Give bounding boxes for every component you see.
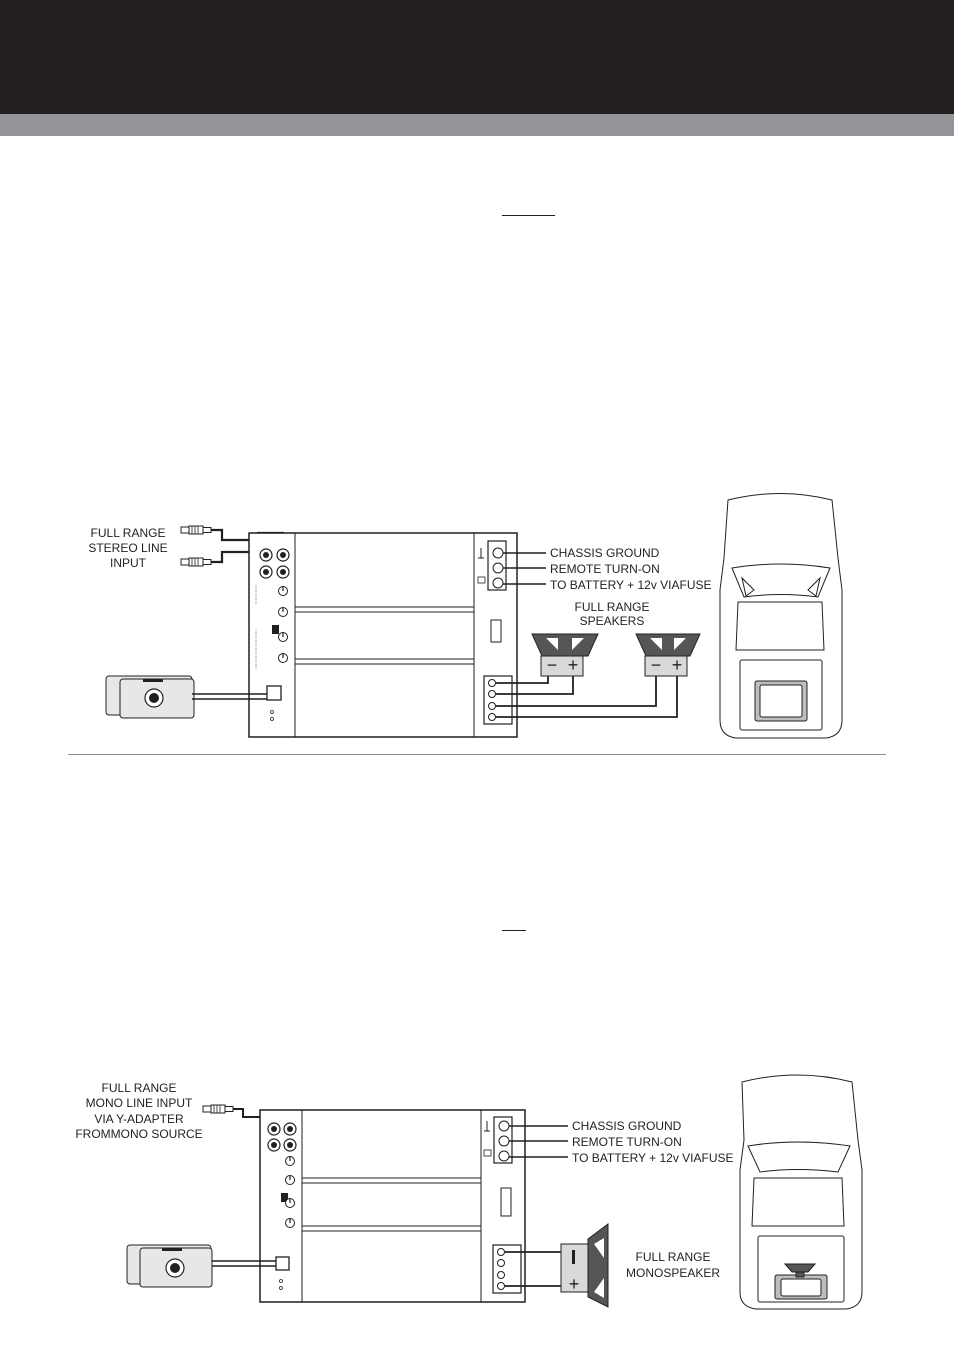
battery-label: TO BATTERY + 12v VIAFUSE: [550, 578, 712, 592]
speaker-plus: +: [671, 655, 683, 675]
mono-speaker-label-line-1: FULL RANGE: [635, 1250, 711, 1264]
rca-plug-icon: [181, 558, 211, 566]
diagram-1: [88, 494, 842, 739]
speaker-minus: −: [546, 655, 558, 675]
vehicle-top-view: [740, 1075, 862, 1309]
vehicle-top-view: [720, 494, 842, 739]
input-label-line-2: STEREO LINE: [88, 541, 168, 555]
diagram-2: [75, 1075, 862, 1309]
speaker-icon: [561, 1224, 608, 1307]
speaker-icon: [532, 634, 598, 676]
remote-turn-on-label: REMOTE TURN-ON: [572, 1135, 682, 1149]
remote-turn-on-label: REMOTE TURN-ON: [550, 562, 660, 576]
speaker-plus: +: [567, 655, 579, 675]
speaker-minus: −: [650, 655, 662, 675]
bass-remote-knob: [127, 1245, 212, 1287]
speaker-icon: [636, 634, 700, 676]
rca-plug-icon: [203, 1105, 233, 1113]
input-label-line-2: MONO LINE INPUT: [85, 1096, 193, 1110]
input-label-line-3: INPUT: [110, 556, 146, 570]
chassis-ground-label: CHASSIS GROUND: [550, 546, 660, 560]
bass-remote-knob: [106, 676, 194, 718]
input-label-line-1: FULL RANGE: [90, 526, 166, 540]
input-label-line-1: FULL RANGE: [101, 1081, 177, 1095]
speakers-label-line-1: FULL RANGE: [574, 600, 650, 614]
input-label-line-3: VIA Y-ADAPTER: [94, 1112, 184, 1126]
amplifier: [249, 533, 517, 737]
rca-plug-icon: [181, 526, 211, 534]
amplifier: [260, 1110, 525, 1302]
speaker-plus: +: [568, 1274, 580, 1294]
battery-label: TO BATTERY + 12v VIAFUSE: [572, 1151, 734, 1165]
mono-speaker-label-line-2: MONOSPEAKER: [625, 1266, 721, 1280]
chassis-ground-label: CHASSIS GROUND: [572, 1119, 682, 1133]
input-label-line-4: FROMMONO SOURCE: [75, 1127, 203, 1141]
speakers-label-line-2: SPEAKERS: [579, 614, 645, 628]
